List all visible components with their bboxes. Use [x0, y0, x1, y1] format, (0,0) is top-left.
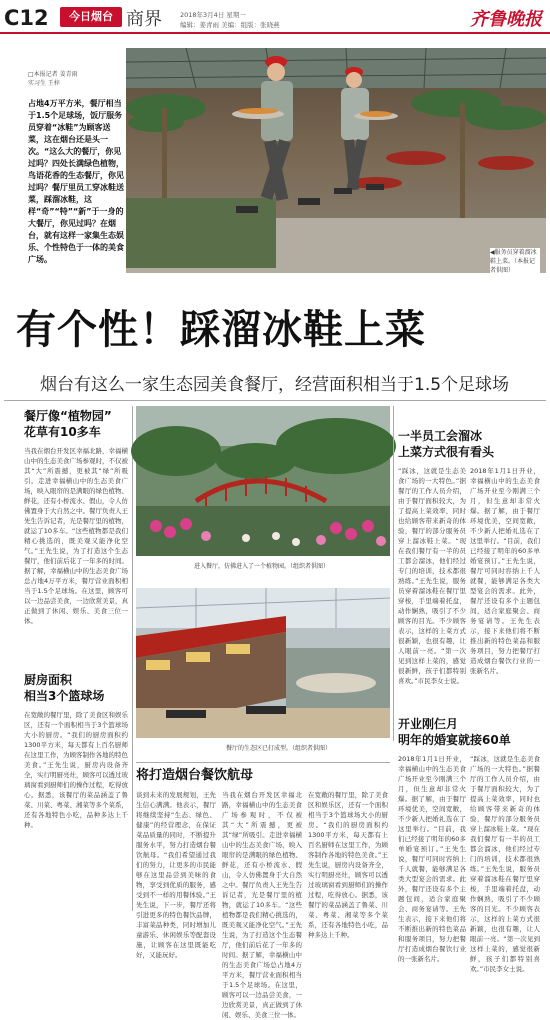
- skating-waiters-image: [126, 48, 546, 273]
- plants-title-line1: 餐厅像“植物园”: [24, 409, 112, 423]
- wedding-title-line1: 开业刚仨月: [398, 717, 459, 731]
- column-divider-1: [132, 406, 133, 911]
- byline-reporter: □本报记者 姜青雨: [28, 71, 78, 78]
- kitchen-title-line2: 相当3个篮球场: [24, 689, 105, 703]
- wedding-body: 2018年1月1日开业，幸福横山中的生态美食广场开业至今刚满三个月，但生意却非常火爆。据了解，由于餐厅环境优美，空间宽敞，不少新人把婚礼选在了这里举行。“目前，我们已经接了明年的60多单婚宴预订。”王先生说，餐厅可同时容纳上千人就餐，能够满足各类大型宴会的需求。此外，餐厅还设有多个主题包间，适合家庭聚会、商务宴请等。王先生表示，接下来他们将不断推出新的特色菜品和服务项目，努力把餐厅打造成烟台餐饮行业的一张新名片。: [398, 755, 466, 963]
- skating-title: [398, 428, 538, 460]
- kitchen-title: [24, 672, 134, 704]
- skating-body-col2: 2018年1月1日开业，幸福横山中的生态美食广场开业至今刚满三个月，但生意却非常火爆。据了解，由于餐厅环境优美，空间宽敞，不少新人把婚礼选在了这里举行。“目前，我们已经接了明年的60多单婚宴预订。”王先生说，餐厅可同时容纳上千人就餐，能够满足各类大型宴会的需求。此外，餐厅还设有多个主题包间，适合家庭聚会、商务宴请等。王先生表示，接下来他们将不断推出新的特色菜品和服务项目，努力把餐厅打造成烟台餐饮行业的一张新名片。: [470, 467, 540, 675]
- skating-title-line1: 一半员工会溜冰: [398, 429, 483, 443]
- photo2-caption: 进入餐厅，仿佛进入了一个植物园。（组织者供图）: [194, 563, 330, 570]
- photo-garden: [136, 406, 390, 556]
- issue-date: 2018年3月4日 星期一: [180, 11, 246, 19]
- byline-intern: 实习生 王梓: [28, 80, 60, 87]
- editor-credits: 编辑：姜青雨 美编：组版：张晓燕: [180, 21, 280, 29]
- byline: [28, 70, 118, 88]
- kitchen-title-line1: 厨房面积: [24, 673, 73, 687]
- masthead: [0, 0, 550, 36]
- flagship-title: 将打造烟台餐饮航母: [136, 768, 254, 783]
- main-subheadline: 烟台有这么一家生态园美食餐厅，经营面积相当于1.5个足球场: [40, 375, 510, 395]
- flagship-top-rule: [136, 762, 390, 763]
- plants-body: 当我在烟台开发区幸福北路，幸福横山中的生态美食广场参观时，不仅被其“大”所震撼，更被其“绿”所吸引。走进幸福横山中的生态美食广场，映入眼帘的是满眼的绿色植物、鲜花，还有小桥流水、假山，令人仿佛置身于大自然之中。餐厅负责人王先生告诉记者，光是餐厅里的植物，就运了10多车。“这些植物都是我们精心挑选的，既美观又能净化空气。”王先生说，为了打造这个生态餐厅，他们前后花了一年多的时间。据了解，幸福横山中的生态美食广场总占地4万平方米，餐厅营业面积相当于1.5个足球场。在这里，顾客可以一边品尝美食，一边欣赏美景，真正做到了休闲、娱乐、美食三位一体。: [24, 447, 128, 625]
- page-number: C12: [4, 6, 49, 30]
- intro-paragraph: 占地4万平方米，餐厅相当于1.5个足球场，饭厅服务员穿着“冰鞋”为顾客送菜，这在烟台还是头一次。“这么大的餐厅，你见过吗？四处长满绿色植物，鸟语花香的生态餐厅，你见过吗？餐厅里员工穿冰鞋送菜，踩溜冰鞋，这样“奇”“特”“新”于一身的大餐厅，你见过吗？在烟台，就有这样一家集生态娱乐、个性特色于一体的美食广场。: [28, 99, 124, 264]
- wedding-title-line2: 明年的婚宴就接60单: [398, 733, 511, 747]
- wedding-title: [398, 716, 544, 748]
- plants-title-line2: 花草有10多车: [24, 425, 101, 439]
- plants-title: [24, 408, 134, 440]
- photo-restaurant-hall: [136, 588, 390, 738]
- flagship-body: 谈到未来的发展规划，王先生信心满满。他表示，餐厅将继续坚持“生态、绿色、健康”的经营理念，在保证菜品质量的同时，不断提升服务水平，努力打造烟台餐饮航母。“我们希望通过我们的努力，让更多的市民能够在这里品尝到美味的食物，享受到优质的服务，感受到不一样的用餐体验。”王先生说，下一步，餐厅还将引进更多的特色餐饮品牌，丰富菜品种类，同时增加儿童游乐、休闲娱乐等配套设施，让顾客在这里既能吃好，又能玩好。: [136, 791, 216, 959]
- section-badge: 今日烟台: [60, 7, 122, 27]
- main-headline: 有个性！踩溜冰鞋上菜: [16, 307, 426, 353]
- column-divider-2: [393, 406, 394, 741]
- header-rule: [0, 32, 550, 34]
- flagship-body-col3: 在宽敞的餐厅里，除了美食区和娱乐区，还有一个面积相当于3个篮球场大小的厨房。“我们的厨房面积约1300平方米，每天都有上百名厨师在这里工作，为顾客制作各地的特色美食。”王先生说，厨房内设备齐全，实行明厨亮灶，顾客可以透过玻璃窗看到厨师们的操作过程，吃得放心。据悉，该餐厅的菜品涵盖了鲁菜、川菜、粤菜、湘菜等多个菜系，还有各地特色小吃，品种多达上千种。: [308, 791, 388, 939]
- skating-title-line2: 上菜方式很有看头: [398, 445, 495, 459]
- garden-image: [136, 406, 390, 556]
- skating-body: “踩冰，这就是生态美食广场的一大特色。”据餐厅的工作人员介绍，由于餐厅面积较大，为了提高上菜效率，同时也给顾客带来新奇的体验，餐厅的部分服务员穿上溜冰鞋上菜。“现在我们餐厅有一半的员工都会溜冰，他们经过专门的培训，技术都很熟练。”王先生说，服务员穿着溜冰鞋在餐厅里穿梭，手里端着托盘，动作娴熟，吸引了不少顾客的目光。不少顾客表示，这样的上菜方式很新颖，也很有趣，让人眼前一亮。“第一次见到这样上菜的，感觉很新鲜，孩子们都特别喜欢。”市民李女士说。: [398, 467, 466, 685]
- photo3-caption: 餐厅的生态区已打成型。（组织者供图）: [226, 745, 332, 752]
- newspaper-logo: 齐鲁晚报: [470, 9, 542, 30]
- photo-skating-waiters: [126, 48, 546, 273]
- kitchen-body: 在宽敞的餐厅里，除了美食区和娱乐区，还有一个面积相当于3个篮球场大小的厨房。“我们的厨房面积约1300平方米，每天都有上百名厨师在这里工作，为顾客制作各地的特色美食。”王先生说，厨房内设备齐全，实行明厨亮灶，顾客可以透过玻璃窗看到厨师们的操作过程，吃得放心。据悉，该餐厅的菜品涵盖了鲁菜、川菜、粤菜、湘菜等多个菜系，还有各地特色小吃，品种多达上千种。: [24, 711, 128, 829]
- restaurant-hall-image: [136, 588, 390, 738]
- photo1-caption: ◀服务员穿着溜冰鞋上菜。（本报记者供图）: [490, 248, 540, 275]
- section-name: 商界: [126, 9, 162, 30]
- wedding-body-col2: “踩冰，这就是生态美食广场的一大特色。”据餐厅的工作人员介绍，由于餐厅面积较大，为了提高上菜效率，同时也给顾客带来新奇的体验，餐厅的部分服务员穿上溜冰鞋上菜。“现在我们餐厅有一半的员工都会溜冰，他们经过专门的培训，技术都很熟练。”王先生说，服务员穿着溜冰鞋在餐厅里穿梭，手里端着托盘，动作娴熟，吸引了不少顾客的目光。不少顾客表示，这样的上菜方式很新颖，也很有趣，让人眼前一亮。“第一次见到这样上菜的，感觉很新鲜，孩子们都特别喜欢。”市民李女士说。: [470, 755, 540, 973]
- flagship-body-col2: 当我在烟台开发区幸福北路，幸福横山中的生态美食广场参观时，不仅被其“大”所震撼，更被其“绿”所吸引。走进幸福横山中的生态美食广场，映入眼帘的是满眼的绿色植物、鲜花，还有小桥流水、假山，令人仿佛置身于大自然之中。餐厅负责人王先生告诉记者，光是餐厅里的植物，就运了10多车。“这些植物都是我们精心挑选的，既美观又能净化空气。”王先生说，为了打造这个生态餐厅，他们前后花了一年多的时间。据了解，幸福横山中的生态美食广场总占地4万平方米，餐厅营业面积相当于1.5个足球场。在这里，顾客可以一边品尝美食，一边欣赏美景，真正做到了休闲、娱乐、美食三位一体。: [222, 791, 302, 1019]
- divider-under-headline: [4, 400, 546, 401]
